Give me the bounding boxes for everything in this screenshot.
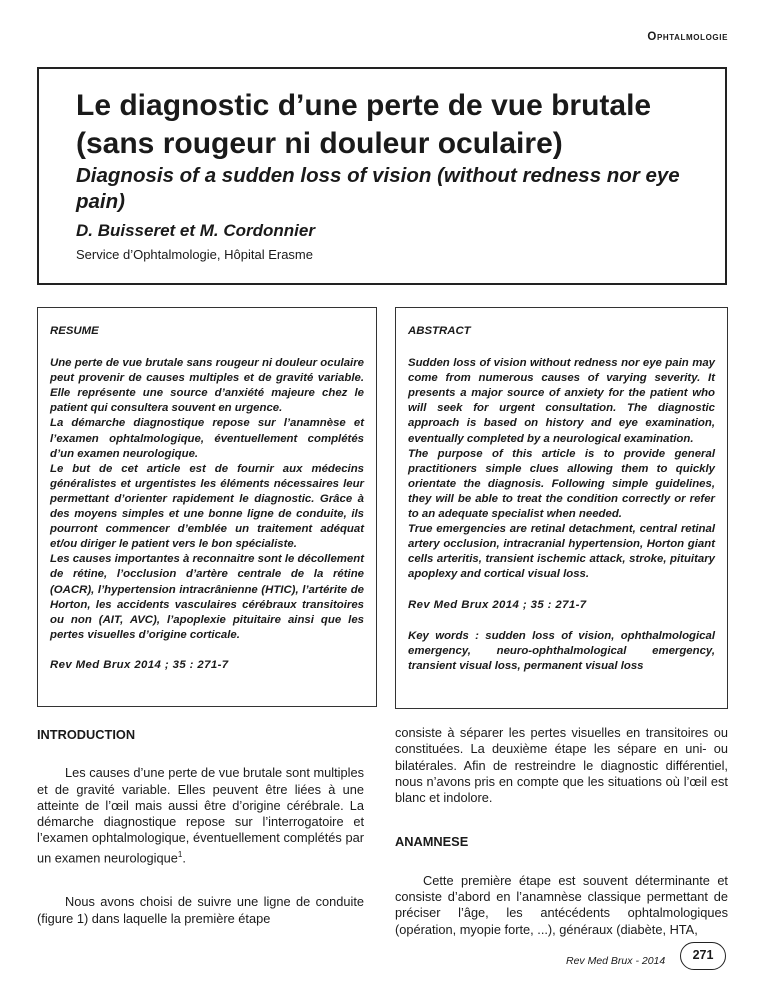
keywords: Key words : sudden loss of vision, ophthalmological emergency, neuro-ophthalmological emergency, transient visual loss, permanent visual loss — [408, 629, 715, 672]
introduction-paragraph-2: Nous avons choisi de suivre une ligne de conduite (figure 1) dans laquelle la première étape — [37, 894, 364, 926]
article-title: Le diagnostic d’une perte de vue brutale (sans rougeur ni douleur oculaire) — [76, 89, 652, 160]
title-box — [37, 67, 727, 285]
article-title-english: Diagnosis of a sudden loss of vision (without redness nor eye pain) — [76, 164, 680, 213]
right-paragraph-1: consiste à séparer les pertes visuelles en transitoires ou constituées. La deuxième étape les sépare en uni- ou bilatérales. Afin de restreindre le diagnostic différentiel, nous n’avons pris en compte que les situations où l’œil est blanc et indolore. — [395, 725, 728, 806]
abstract-french-text: Une perte de vue brutale sans rougeur ni douleur oculaire peut provenir de causes multiples et de gravité variable. Elle représente une source d’anxiété majeure chez le patient qui consultera souvent en urgence. La démarche diagnostique repose sur l’anamnèse et l’examen ophtalmologique, éventuellement complétés d’un examen neurologique. Le but de cet article est de fournir aux médecins généralistes et urgentistes les éléments nécessaires leur permettant d’orienter rapidement le diagnostic. Grâce à des moyens simples et une bonne ligne de conduite, ils pourront commencer d’emblée un traitement adéquat et/ou diriger le patient vers le bon spécialiste. Les causes importantes à reconnaitre sont le décollement de rétine, l’occlusion d’artère centrale de la rétine (OACR), l’hypertension intracrânienne (HTIC), l’artérite de Horton, les accidents vasculaires cérébraux transitoires ou non (AIT, AVC), l’apoplexie pituitaire ainsi que les pertes visuelles d’origine corticale. — [50, 357, 364, 641]
citation-superscript: 1 — [177, 849, 183, 859]
introduction-paragraph-1-text: Les causes d’une perte de vue brutale sont multiples et de gravité variable. Elles peuvent être liées à une atteinte de l’œil mais aussi être d’origine cérébrale. La démarche diagnostique repose sur l’interrogatoire et l’examen ophtalmologique, éventuellement complétés par un examen neurologique — [37, 765, 364, 866]
introduction-paragraph-1: Les causes d’une perte de vue brutale sont multiples et de gravité variable. Elles peuvent être liées à une atteinte de l’œil mais aussi être d’origine cérébrale. La démarche diagnostique repose sur l’interrogatoire et l’examen ophtalmologique, éventuellement complétés par un examen neurologique$^1$. — [37, 765, 364, 866]
section-label: Ophtalmologie — [647, 31, 728, 43]
body-column-right — [395, 725, 728, 938]
authors: D. Buisseret et M. Cordonnier — [76, 221, 315, 240]
abstract-french-heading: RESUME — [50, 325, 99, 337]
body-column-left — [37, 727, 364, 927]
anamnese-paragraph-1: Cette première étape est souvent déterminante et consiste d’abord en l’anamnèse classique permettant de préciser l’âge, les antécédents ophtalmologiques (opération, myopie forte, ...), généraux (diabète, HTA, — [395, 872, 728, 937]
abstract-french-reference: Rev Med Brux 2014 ; 35 : 271-7 — [50, 658, 229, 671]
abstract-english-reference: Rev Med Brux 2014 ; 35 : 271-7 — [408, 598, 587, 611]
abstract-english-box — [395, 307, 728, 709]
anamnese-heading: ANAMNESE — [395, 834, 469, 850]
abstract-english-text: Sudden loss of vision without redness nor eye pain may come from numerous causes of varying severity. It presents a major source of anxiety for the patient who will seek for urgent consultation. The diagnostic approach is based on history and eye examination, eventually completed by a neurological examination. The purpose of this article is to provide general practitioners simple clues allowing them to quickly orientate the diagnosis. Following simple guidelines, they will be able to treat the condition correctly or refer to an adequate specialist when needed. True emergencies are retinal detachment, central retinal artery occlusion, intracranial hypertension, Horton giant cells arteritis, transient ischemic attack, stroke, pituitary apoplexy and cortical visual loss. — [408, 357, 715, 581]
footer-journal: Rev Med Brux - 2014 — [566, 955, 666, 967]
introduction-heading: INTRODUCTION — [37, 727, 136, 742]
page-number: 271 — [680, 942, 726, 970]
affiliation: Service d’Ophtalmologie, Hôpital Erasme — [76, 247, 313, 262]
abstract-french-box — [37, 307, 377, 707]
abstract-english-heading: ABSTRACT — [408, 325, 471, 337]
